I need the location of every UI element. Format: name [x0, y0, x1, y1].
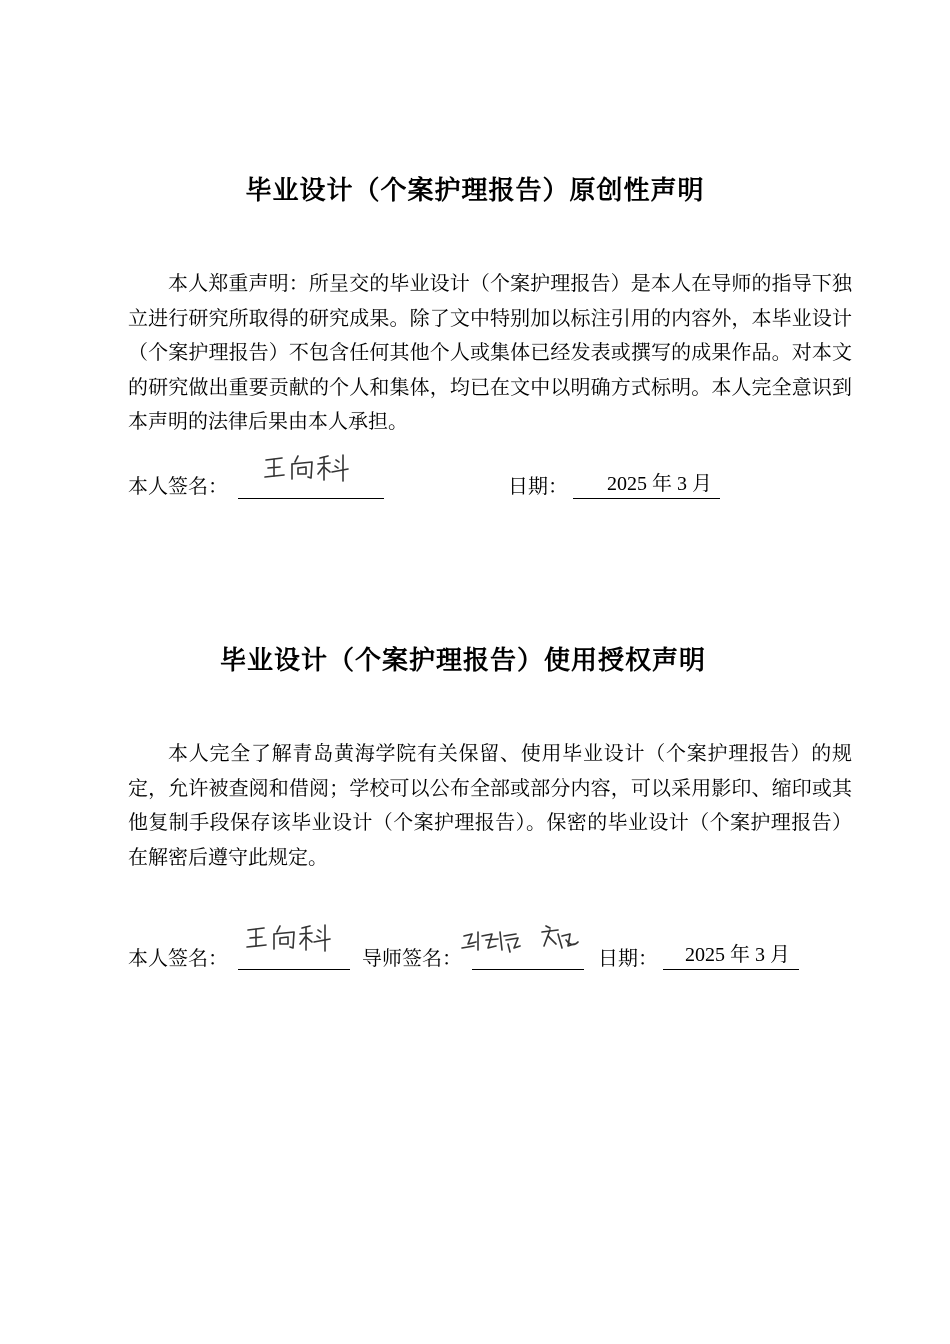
authorization-date-label: 日期：: [598, 946, 658, 970]
originality-author-sign-label: 本人签名：: [128, 474, 228, 498]
authorization-author-signature: [244, 922, 336, 954]
originality-author-signature: [262, 452, 354, 484]
authorization-title: 毕业设计（个案护理报告）使用授权声明: [219, 646, 706, 676]
authorization-advisor-sign-label: 导师签名：: [362, 946, 462, 970]
authorization-body: 本人完全了解青岛黄海学院有关保留、使用毕业设计（个案护理报告）的规定，允许被查阅和借阅；学校可以公布全部或部分内容，可以采用影印、缩印或其他复制手段保存该毕业设计（个案护理报告）。保密的毕业设计（个案护理报告）在解密后遵守此规定。: [128, 741, 852, 869]
originality-body: 本人郑重声明：所呈交的毕业设计（个案护理报告）是本人在导师的指导下独立进行研究所取得的研究成果。除了文中特别加以标注引用的内容外，本毕业设计（个案护理报告）不包含任何其他个人或集体已经发表或撰写的成果作品。对本文的研究做出重要贡献的个人和集体，均已在文中以明确方式标明。本人完全意识到本声明的法律后果由本人承担。: [128, 271, 852, 433]
authorization-date-value: 2025 年 3 月: [663, 941, 799, 970]
authorization-author-sign-label: 本人签名：: [128, 946, 228, 970]
originality-date-label: 日期：: [508, 474, 568, 498]
advisor-signature: [458, 922, 588, 958]
originality-title: 毕业设计（个案护理报告）原创性声明: [245, 176, 705, 206]
originality-date-value: 2025 年 3 月: [573, 470, 720, 499]
